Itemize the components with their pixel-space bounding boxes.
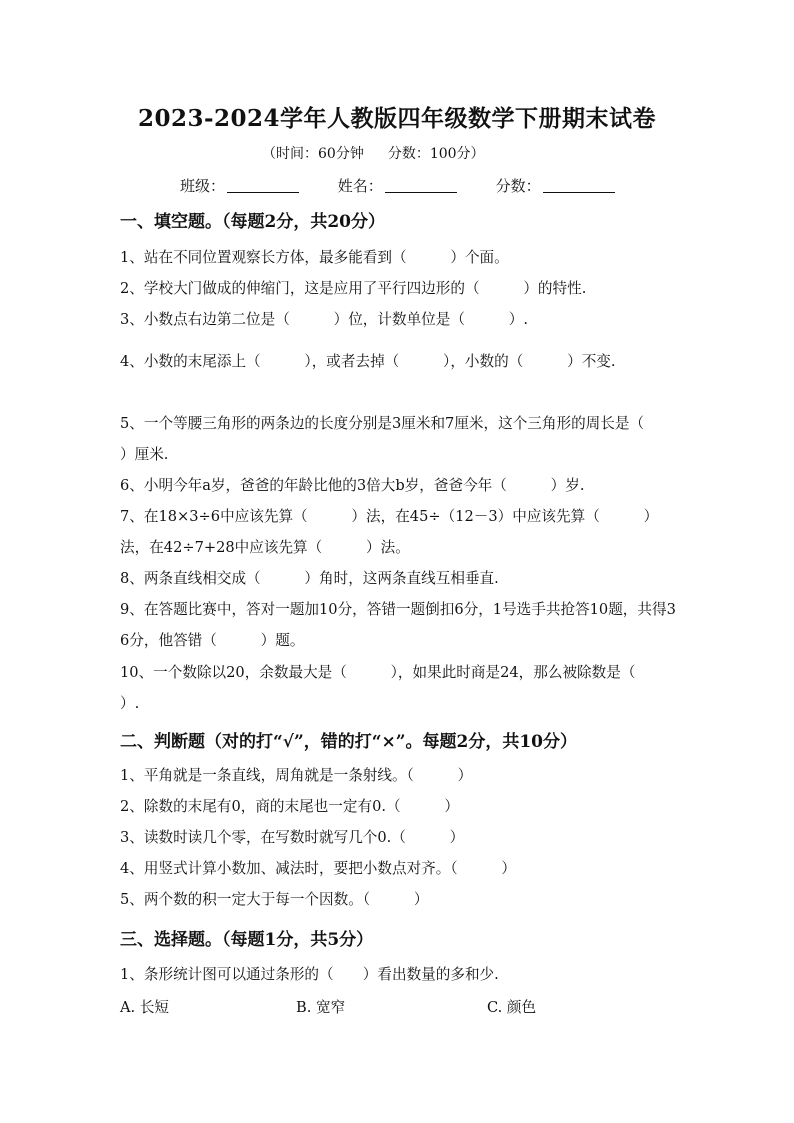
question-item: 3、小数点右边第二位是（ ）位，计数单位是（ ）. [120, 311, 528, 328]
section-heading-fill-blank: 一、填空题。（每题2分，共20分） [120, 212, 385, 232]
question-item: 2、除数的末尾有0，商的末尾也一定有0.（ ） [120, 798, 459, 815]
question-item: 9、在答题比赛中，答对一题加10分，答错一题倒扣6分，1号选手共抢答10题，共得36分，他答错（ ）题。 [120, 601, 676, 649]
question-item: 3、读数时读几个零，在写数时就写几个0.（ ） [120, 829, 465, 846]
question-item: 10、一个数除以20，余数最大是（ ），如果此时商是24，那么被除数是（ ）. [120, 664, 680, 712]
question-item: 7、在18×3÷6中应该先算（ ）法，在45÷（12－3）中应该先算（ ）法，在42÷7+28中应该先算（ ）法。 [120, 508, 659, 556]
score-label: 分数： [495, 177, 541, 195]
score-field [496, 175, 615, 196]
name-blank [385, 178, 457, 193]
option-b: B. 宽窄 [296, 999, 346, 1016]
section-heading-multiple-choice: 三、选择题。（每题1分，共5分） [120, 930, 374, 950]
section-heading-true-false: 二、判断题（对的打“√”，错的打“×”。每题2分，共10分） [120, 732, 578, 752]
question-item: 1、站在不同位置观察长方体，最多能看到（ ）个面。 [120, 249, 509, 266]
option-a: A. 长短 [120, 999, 170, 1016]
question-item: 4、用竖式计算小数加、减法时，要把小数点对齐。（ ） [120, 860, 517, 877]
question-item: 6、小明今年a岁，爸爸的年龄比他的3倍大b岁，爸爸今年（ ）岁. [120, 477, 585, 494]
exam-subtitle [262, 143, 485, 163]
class-field [180, 175, 299, 196]
student-info-row [180, 175, 615, 196]
total-score: 分数：100分） [387, 146, 485, 162]
question-item: 4、小数的末尾添上（ ），或者去掉（ ），小数的（ ）不变. [120, 353, 616, 370]
question-item: 5、一个等腰三角形的两条边的长度分别是3厘米和7厘米，这个三角形的周长是（ ）厘米. [120, 415, 688, 463]
exam-title: 2023-2024学年人教版四年级数学下册期末试卷 [137, 105, 657, 132]
question-item: 1、条形统计图可以通过条形的（ ）看出数量的多和少. [120, 966, 499, 983]
option-c: C. 颜色 [487, 999, 537, 1016]
question-item: 2、学校大门做成的伸缩门，这是应用了平行四边形的（ ）的特性. [120, 280, 587, 297]
class-label: 班级： [180, 177, 226, 195]
score-blank [543, 178, 615, 193]
class-blank [227, 178, 299, 193]
time-limit: （时间：60分钟 [262, 146, 364, 162]
question-item: 5、两个数的积一定大于每一个因数。（ ） [120, 891, 429, 908]
name-field [338, 175, 457, 196]
question-item: 1、平角就是一条直线，周角就是一条射线。（ ） [120, 767, 473, 784]
name-label: 姓名： [337, 177, 383, 195]
question-item: 8、两条直线相交成（ ）角时，这两条直线互相垂直. [120, 570, 499, 587]
